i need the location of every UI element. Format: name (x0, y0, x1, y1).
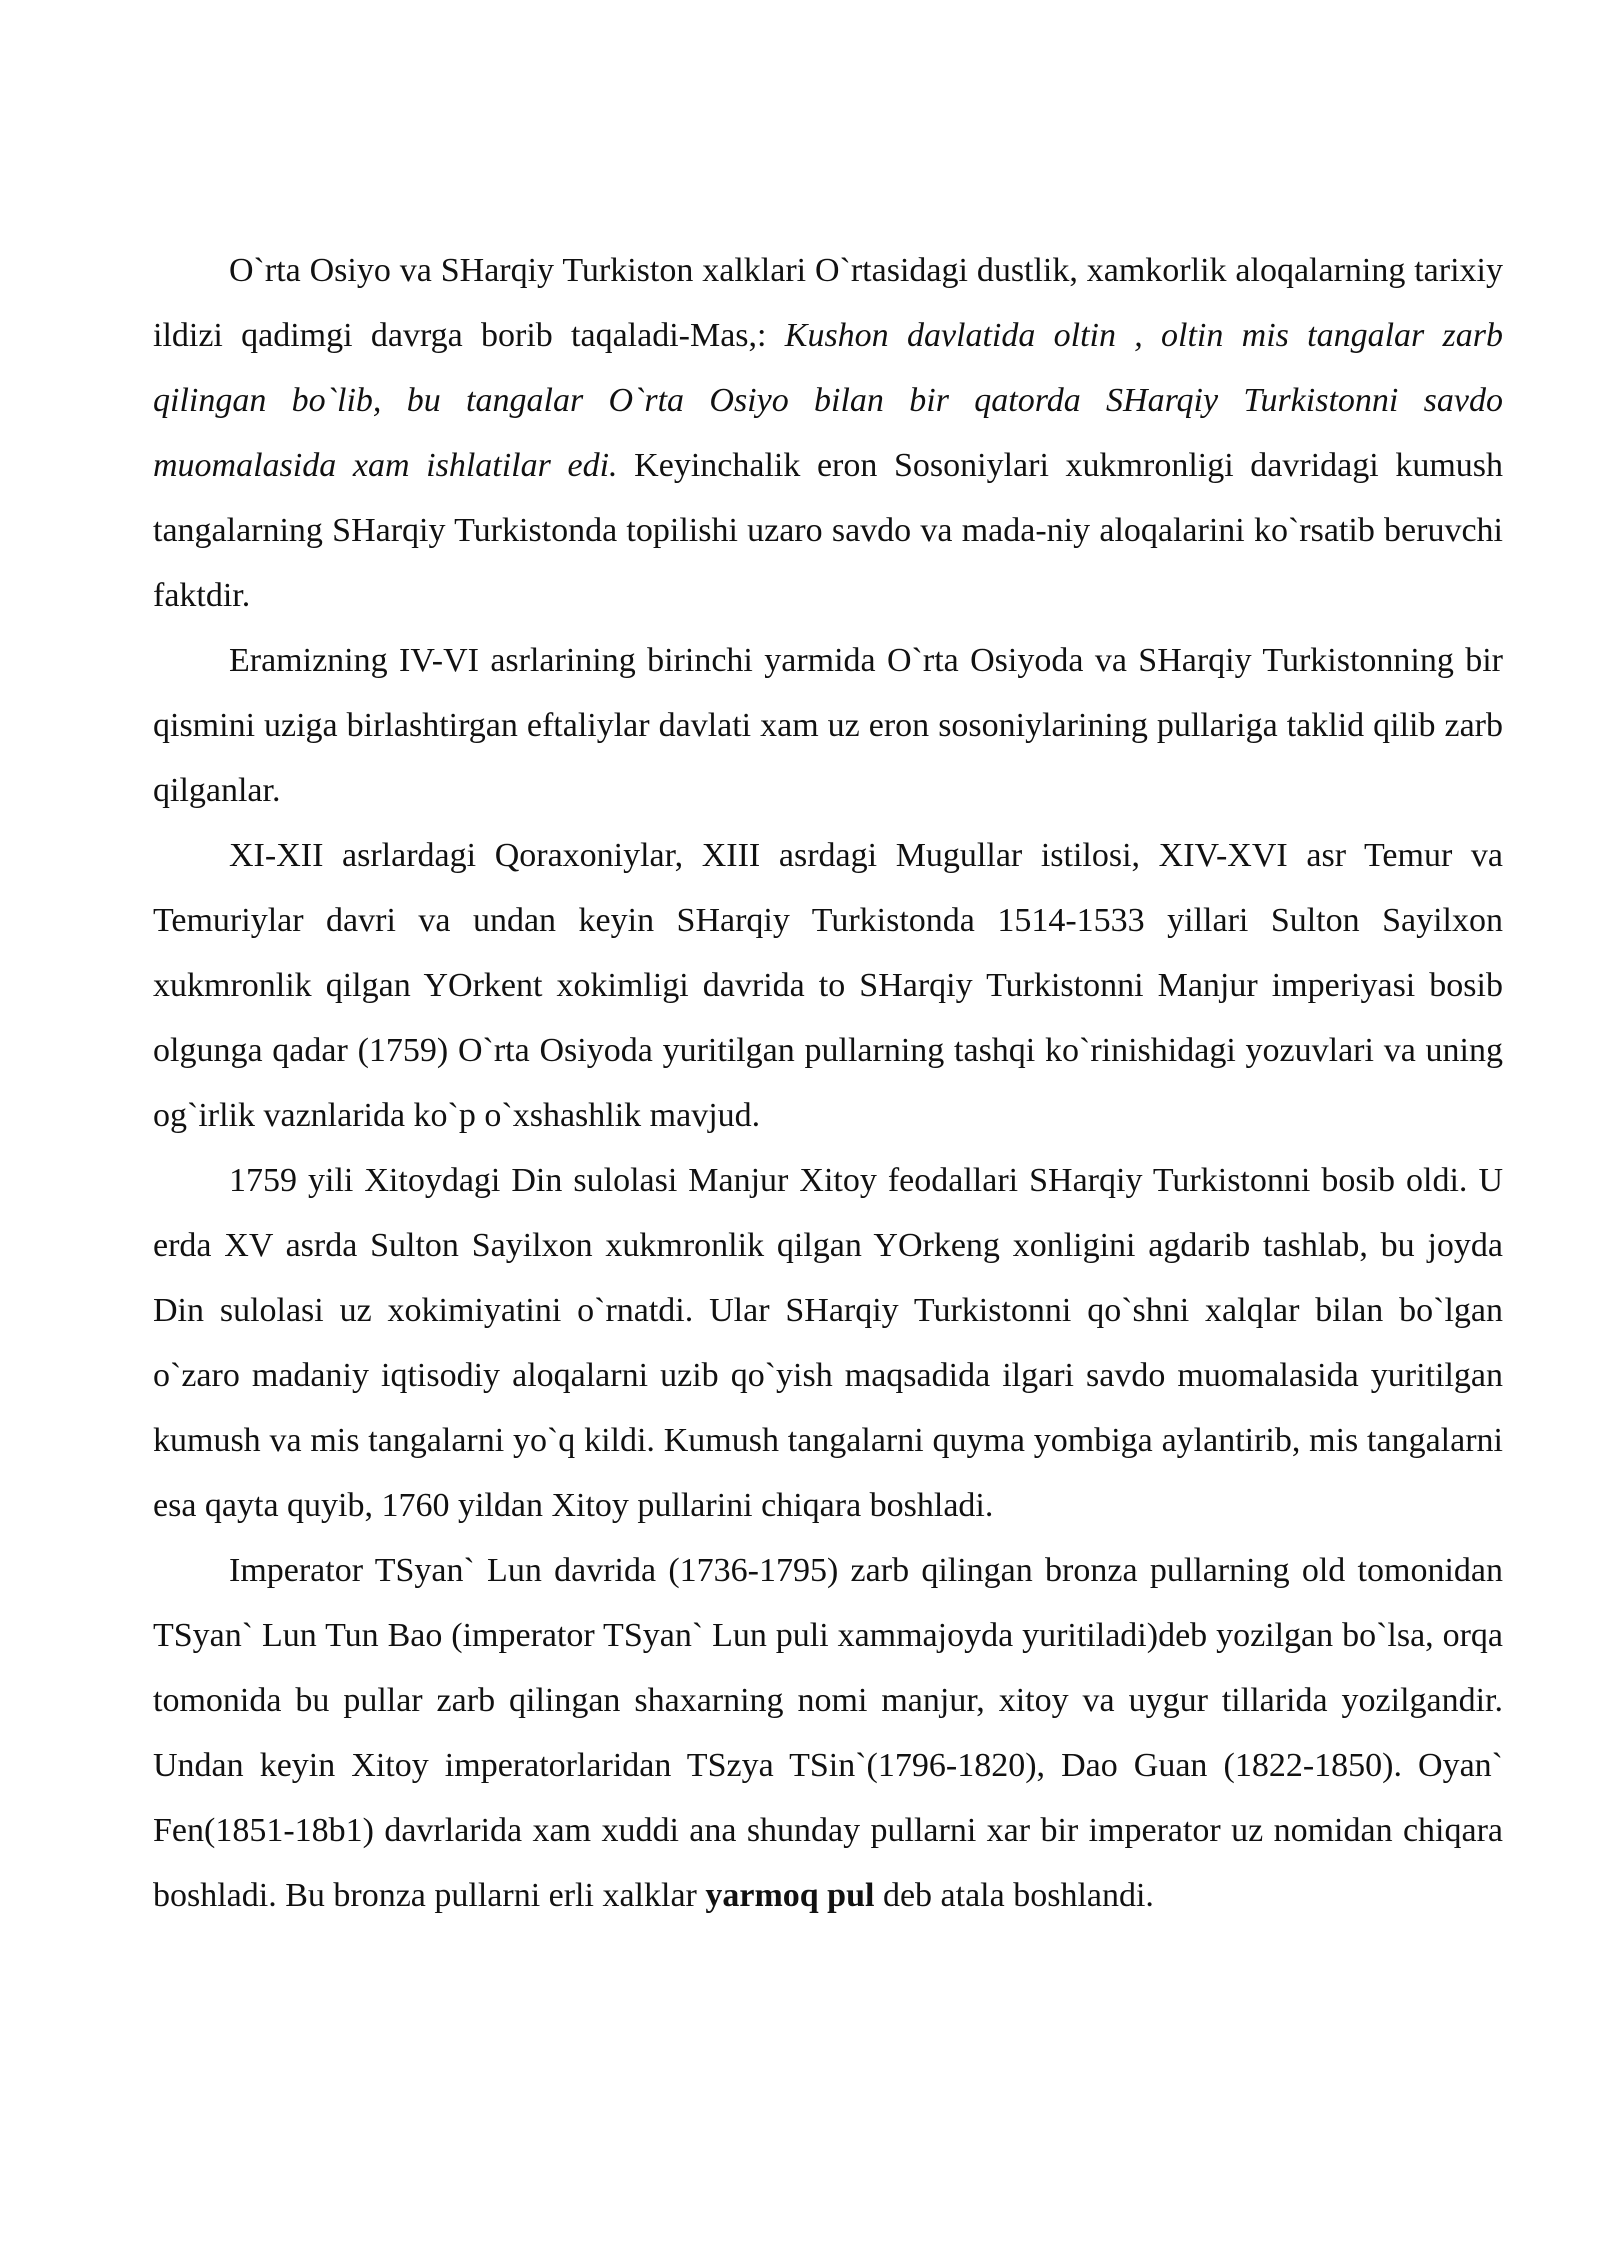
paragraph-4-run-1: 1759 yili Xitoydagi Din sulolasi Manjur Xitoy feodallari SHarqiy Turkistonni bosib oldi. U erda XV asrda Sulton Sayilxon xukmronlik qilgan YOrkeng xonligini agdarib tashlab, bu joyda Din sulolasi uz xokimiyatini o`rnatdi. Ular SHarqiy Turkistonni qo`shni xalqlar bilan bo`lgan o`zaro madaniy iqtisodiy aloqalarni uzib qo`yish maqsadida ilgari savdo muomalasida yuritilgan kumush va mis tangalarni yo`q kildi. Kumush tangalarni quyma yombiga aylantirib, mis tangalarni esa qayta quyib, 1760 yildan Xitoy pullarini chiqara boshladi. (153, 1162, 1503, 1524)
paragraph-1-run-2-italic: Kushon davlatida oltin , oltin mis tangalar zarb qilingan bo`lib, bu tangalar O`rta Osiyo bilan bir qatorda SHarqiy Turkistonni savdo muomalasida xam ishlatilar edi. (153, 317, 1503, 484)
paragraph-1-run-1: O`rta Osiyo va SHarqiy Turkiston xalklari O`rtasidagi dustlik, xamkorlik aloqalarning tarixiy ildizi qadimgi davrga borib taqaladi-Mas,: (153, 252, 1503, 354)
paragraph-5-run-2-bold: yarmoq pul (705, 1877, 875, 1914)
document-page (153, 238, 1503, 1928)
paragraph-5-run-1: Imperator TSyan` Lun davrida (1736-1795) zarb qilingan bronza pullarning old tomonidan TSyan` Lun Tun Bao (imperator TSyan` Lun puli xammajoyda yuritiladi)deb yozilgan bo`lsa, orqa tomonida bu pullar zarb qilingan shaxarning nomi manjur, xitoy va uygur tillarida yozilgandir. Undan keyin Xitoy imperatorlaridan TSzya TSin`(1796-1820), Dao Guan (1822-1850). Oyan` Fen(1851-18b1) davrlarida xam xuddi ana shunday pullarni xar bir imperator uz nomidan chiqara boshladi. Bu bronza pullarni erli xalklar (153, 1552, 1503, 1914)
paragraph-3-run-1: XI-XII asrlardagi Qoraxoniylar, XIII asrdagi Mugullar istilosi, XIV-XVI asr Temur va Temuriylar davri va undan keyin SHarqiy Turkistonda 1514-1533 yillari Sulton Sayilxon xukmronlik qilgan YOrkent xokimligi davrida to SHarqiy Turkistonni Manjur imperiyasi bosib olgunga qadar (1759) O`rta Osiyoda yuritilgan pullarning tashqi ko`rinishidagi yozuvlari va uning og`irlik vaznlarida ko`p o`xshashlik mavjud. (153, 837, 1503, 1134)
paragraph-2-run-1: Eramizning IV-VI asrlarining birinchi yarmida O`rta Osiyoda va SHarqiy Turkistonning bir qismini uziga birlashtirgan eftaliylar davlati xam uz eron sosoniylarining pullariga taklid qilib zarb qilganlar. (153, 642, 1503, 809)
paragraph-3 (153, 823, 1503, 1148)
paragraph-2 (153, 628, 1503, 823)
paragraph-5 (153, 1538, 1503, 1928)
paragraph-5-run-3: deb atala boshlandi. (874, 1877, 1154, 1914)
paragraph-1-run-3: Keyinchalik eron Sosoniylari xukmronligi davridagi kumush tangalarning SHarqiy Turkistonda topilishi uzaro savdo va mada-niy aloqalarini ko`rsatib beruvchi faktdir. (153, 447, 1504, 614)
paragraph-4 (153, 1148, 1503, 1538)
paragraph-1 (153, 238, 1503, 628)
